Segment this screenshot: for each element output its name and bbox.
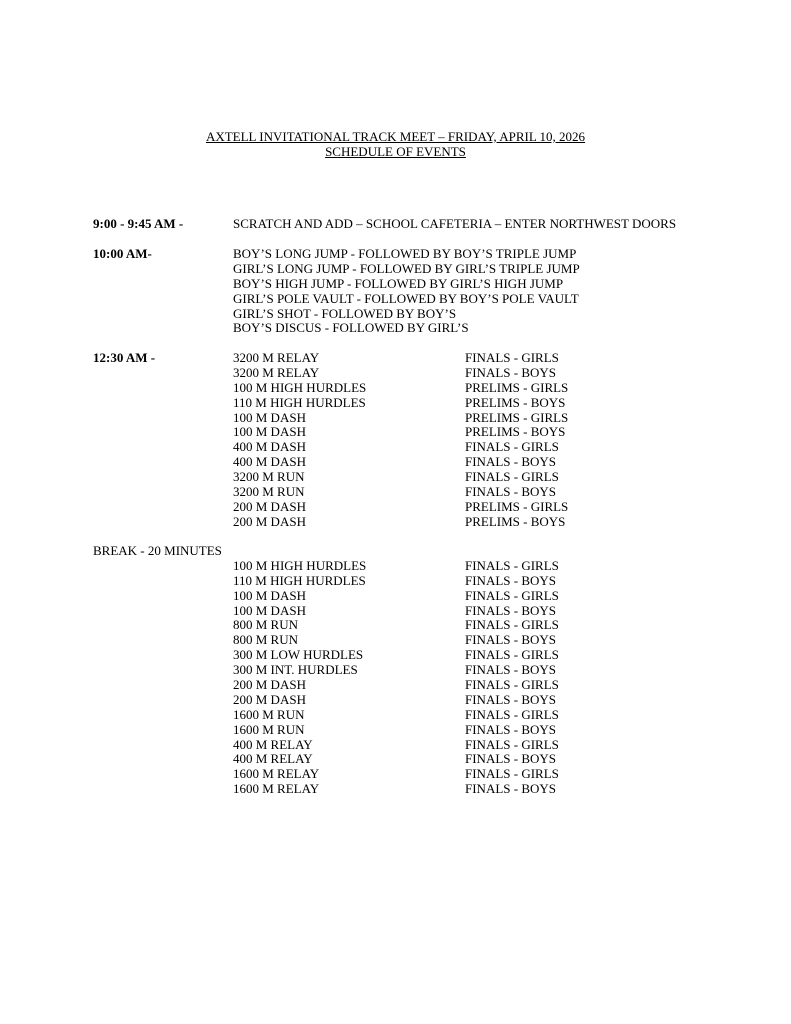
event-round: PRELIMS - BOYS (465, 394, 566, 410)
section-time-label: 9:00 - 9:45 AM - (93, 216, 184, 231)
event-name: 100 M DASH (233, 602, 306, 618)
event-name: 100 M DASH (233, 587, 306, 603)
event-name: 200 M DASH (233, 677, 306, 693)
event-row (0, 515, 791, 530)
event-name: 3200 M RELAY (233, 364, 320, 380)
event-name: 800 M RUN (233, 617, 299, 633)
event-round: FINALS - BOYS (465, 751, 557, 767)
section-time-label: 12:30 AM - (93, 350, 156, 365)
event-name: 110 M HIGH HURDLES (233, 394, 366, 410)
event-name: 400 M RELAY (233, 736, 313, 752)
event-round: FINALS - BOYS (465, 484, 557, 500)
event-row (0, 633, 791, 648)
event-round: FINALS - GIRLS (465, 439, 559, 455)
event-round: FINALS - GIRLS (465, 677, 559, 693)
event-round: FINALS - GIRLS (465, 350, 559, 365)
event-name: 1600 M RUN (233, 721, 305, 737)
document-subtitle: SCHEDULE OF EVENTS (325, 144, 466, 159)
event-name: 200 M DASH (233, 513, 306, 529)
schedule-item: GIRL’S POLE VAULT - FOLLOWED BY BOY’S POLE VAULT (233, 290, 579, 306)
schedule-line (0, 262, 791, 277)
event-name: 200 M DASH (233, 498, 306, 514)
event-row (0, 500, 791, 515)
section-field-events (0, 247, 791, 336)
event-name: 400 M RELAY (233, 751, 313, 767)
event-round: PRELIMS - GIRLS (465, 498, 569, 514)
event-name: 400 M DASH (233, 439, 306, 455)
event-row (0, 351, 791, 366)
event-round: FINALS - BOYS (465, 721, 557, 737)
event-name: 300 M LOW HURDLES (233, 647, 364, 663)
event-name: 1600 M RUN (233, 706, 305, 722)
schedule-item: GIRL’S LONG JUMP - FOLLOWED BY GIRL’S TRIPLE JUMP (233, 260, 580, 276)
event-row (0, 574, 791, 589)
event-row (0, 663, 791, 678)
schedule-line (0, 217, 791, 232)
event-round: FINALS - GIRLS (465, 469, 559, 485)
section-running-finals (0, 544, 791, 797)
event-round: FINALS - BOYS (465, 691, 557, 707)
section-time-label: 10:00 AM- (93, 246, 152, 261)
event-round: FINALS - BOYS (465, 781, 557, 797)
event-name: 110 M HIGH HURDLES (233, 572, 366, 588)
event-row (0, 455, 791, 470)
event-row (0, 485, 791, 500)
event-row (0, 723, 791, 738)
event-round: PRELIMS - GIRLS (465, 409, 569, 425)
event-round: PRELIMS - GIRLS (465, 379, 569, 395)
event-round: FINALS - BOYS (465, 632, 557, 648)
event-row (0, 708, 791, 723)
event-name: 200 M DASH (233, 691, 306, 707)
event-name: 1600 M RELAY (233, 781, 320, 797)
schedule-line (0, 292, 791, 307)
schedule-line (0, 307, 791, 322)
event-round: PRELIMS - BOYS (465, 424, 566, 440)
event-round: FINALS - GIRLS (465, 557, 559, 573)
event-round: FINALS - GIRLS (465, 647, 559, 663)
event-name: 1600 M RELAY (233, 766, 320, 782)
event-row (0, 782, 791, 797)
schedule-item: BOY’S LONG JUMP - FOLLOWED BY BOY’S TRIPLE JUMP (233, 246, 577, 261)
event-name: 300 M INT. HURDLES (233, 662, 358, 678)
section-running-prelims (0, 351, 791, 530)
event-row (0, 752, 791, 767)
event-row (0, 425, 791, 440)
event-row (0, 589, 791, 604)
event-row (0, 767, 791, 782)
section-time-label: BREAK - 20 MINUTES (93, 543, 222, 558)
event-round: FINALS - GIRLS (465, 736, 559, 752)
event-row (0, 381, 791, 396)
event-row (0, 559, 791, 574)
schedule-item: GIRL’S SHOT - FOLLOWED BY BOY’S (233, 305, 457, 321)
event-round: FINALS - BOYS (465, 364, 557, 380)
schedule-item: BOY’S HIGH JUMP - FOLLOWED BY GIRL’S HIGH JUMP (233, 275, 564, 291)
event-round: FINALS - BOYS (465, 662, 557, 678)
event-row (0, 366, 791, 381)
event-name: 800 M RUN (233, 632, 299, 648)
event-round: FINALS - GIRLS (465, 706, 559, 722)
schedule-line (0, 277, 791, 292)
document-title: AXTELL INVITATIONAL TRACK MEET – FRIDAY, APRIL 10, 2026 (205, 129, 586, 144)
event-row (0, 693, 791, 708)
event-row (0, 604, 791, 619)
event-row (0, 618, 791, 633)
schedule-line (0, 321, 791, 336)
event-round: PRELIMS - BOYS (465, 513, 566, 529)
event-round: FINALS - GIRLS (465, 587, 559, 603)
event-name: 100 M HIGH HURDLES (233, 379, 367, 395)
event-name: 100 M DASH (233, 409, 306, 425)
break-row (0, 544, 791, 559)
event-name: 3200 M RUN (233, 484, 305, 500)
event-round: FINALS - BOYS (465, 572, 557, 588)
event-name: 100 M DASH (233, 424, 306, 440)
schedule-item: SCRATCH AND ADD – SCHOOL CAFETERIA – ENTER NORTHWEST DOORS (233, 216, 677, 231)
event-name: 3200 M RELAY (233, 350, 320, 365)
event-round: FINALS - BOYS (465, 602, 557, 618)
schedule-item: BOY’S DISCUS - FOLLOWED BY GIRL’S (233, 320, 469, 336)
event-row (0, 648, 791, 663)
event-name: 3200 M RUN (233, 469, 305, 485)
event-row (0, 411, 791, 426)
schedule-line (0, 247, 791, 262)
event-row (0, 470, 791, 485)
event-row (0, 396, 791, 411)
event-row (0, 678, 791, 693)
event-row (0, 440, 791, 455)
event-round: FINALS - GIRLS (465, 766, 559, 782)
section-scratch (0, 217, 791, 232)
event-name: 100 M HIGH HURDLES (233, 557, 367, 573)
event-row (0, 738, 791, 753)
event-round: FINALS - GIRLS (465, 617, 559, 633)
event-round: FINALS - BOYS (465, 454, 557, 470)
event-name: 400 M DASH (233, 454, 306, 470)
